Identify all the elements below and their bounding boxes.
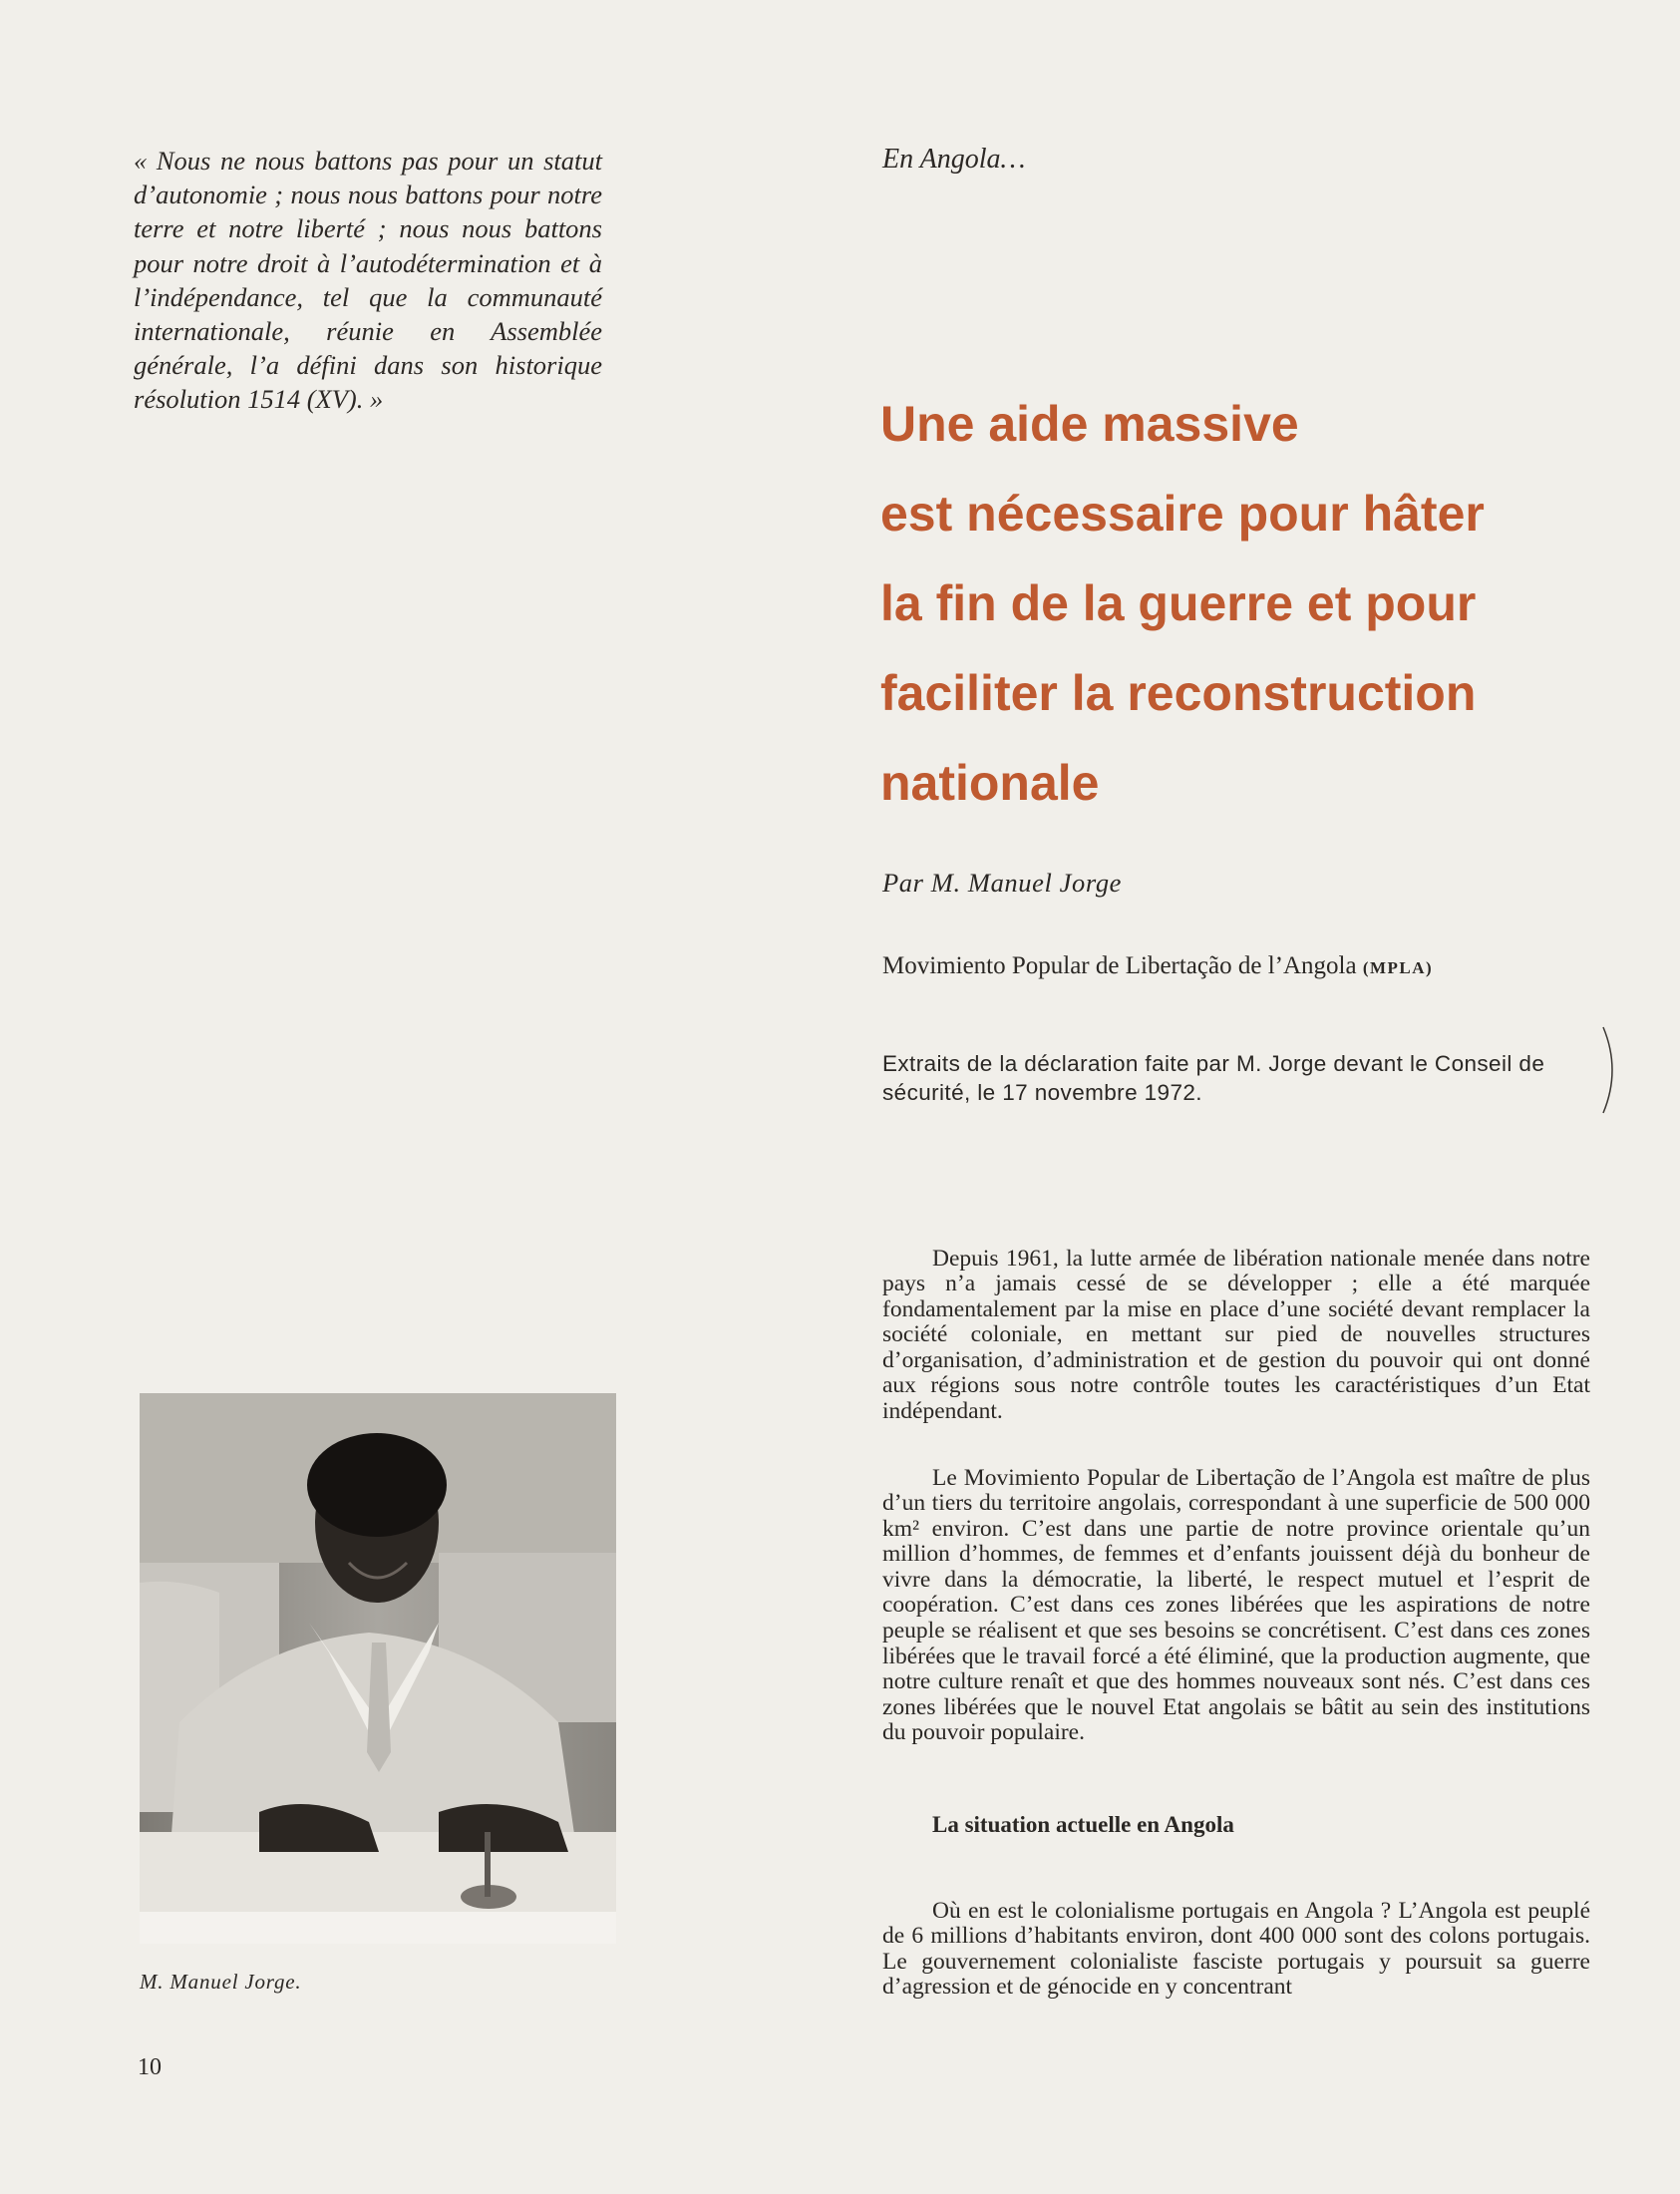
author-organization	[882, 952, 1433, 980]
organization-name: Movimiento Popular de Libertação de l’Angola	[882, 952, 1357, 979]
body-paragraph: Où en est le colonialisme portugais en Angola ? L’Angola est peuplé de 6 millions d’habitants environ, dont 400 000 sont des colons portugais. Le gouvernement colonialiste fasciste portugais y poursuit sa guerre d’agression et de génocide en y concentrant	[882, 1897, 1590, 2001]
body-paragraph: Le Movimiento Popular de Libertação de l’Angola est maître de plus d’un tiers du territoire angolais, correspondant à une superficie de 500 000 km² environ. C’est dans une partie de notre province orientale qu’un million d’hommes, de femmes et d’enfants jouissent déjà du bonheur de vivre dans la démocratie, la liberté, le respect mutuel et l’esprit de coopération. C’est dans ces zones libérées que les aspirations de notre peuple se réalisent et que ses besoins se concrétisent. C’est dans ces zones libérées que le travail forcé a été éliminé, que la production augmente, que notre culture renaît et que des hommes nouveaux sont nés. C’est dans ces zones libérées que le nouvel Etat angolais se bâtit au sein des institutions du pouvoir populaire.	[882, 1464, 1590, 1746]
headline-line: Une aide massive	[880, 396, 1299, 452]
page-number: 10	[138, 2054, 162, 2080]
section-subheading: La situation actuelle en Angola	[932, 1812, 1234, 1837]
portrait-photo	[140, 1393, 616, 1944]
section-label: En Angola…	[882, 144, 1026, 175]
headline-line: la fin de la guerre et pour	[880, 575, 1477, 631]
margin-bracket-mark	[1595, 1025, 1625, 1115]
body-paragraph: Depuis 1961, la lutte armée de libération nationale menée dans notre pays n’a jamais cessé de se développer ; elle a été marquée fondamentalement par la mise en place d’une société devant remplacer la société coloniale, en mettant sur pied de nouvelles structures d’organisation, d’administration et de gestion du pouvoir qui ont donné aux régions sous notre contrôle toutes les caractéristiques d’un Etat indépendant.	[882, 1245, 1590, 1425]
photo-caption: M. Manuel Jorge.	[140, 1970, 302, 1994]
headline-line: faciliter la reconstruction	[880, 665, 1477, 721]
headline-line: est nécessaire pour hâter	[880, 486, 1485, 542]
pull-quote: « Nous ne nous battons pas pour un statut d’autonomie ; nous nous battons pour notre terre et notre liberté ; nous nous battons pour notre droit à l’autodétermination et à l’indépendance, tel que la communauté internationale, réunie en Assemblée générale, l’a défini dans son historique résolution 1514 (XV). »	[134, 146, 602, 415]
headline	[880, 379, 1638, 828]
author-byline: Par M. Manuel Jorge	[882, 868, 1123, 898]
portrait-photo-illustration	[140, 1393, 616, 1944]
organization-abbreviation: (MPLA)	[1362, 958, 1434, 977]
headline-line: nationale	[880, 755, 1100, 811]
extract-note: Extraits de la déclaration faite par M. Jorge devant le Conseil de sécurité, le 17 novembre 1972.	[882, 1051, 1545, 1105]
